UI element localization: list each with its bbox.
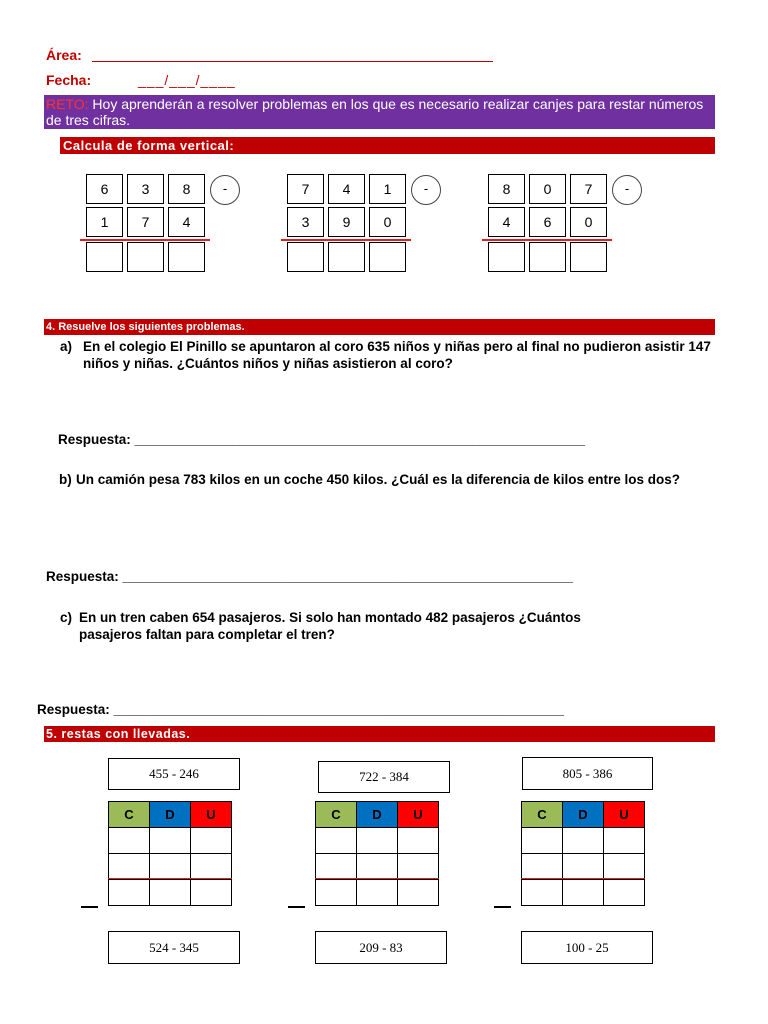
header-centenas: C: [316, 802, 357, 828]
digit-cell: 4: [488, 207, 525, 237]
cdu-table: [521, 801, 645, 906]
answer-cell[interactable]: [398, 854, 439, 880]
exercise-box: 209 - 83: [315, 931, 447, 964]
answer-cell[interactable]: [150, 880, 191, 906]
problem-a-label: a): [60, 339, 73, 354]
answer-cell[interactable]: [522, 880, 563, 906]
answer-cell[interactable]: [109, 880, 150, 906]
section-problems-title: 4. Resuelve los siguientes problemas.: [44, 319, 715, 335]
digit-cell: 7: [127, 207, 164, 237]
answer-cell[interactable]: [398, 880, 439, 906]
digit-cell: 7: [570, 174, 607, 204]
problem-a-text: En el colegio El Pinillo se apuntaron al coro 635 niños y niñas pero al final no pudieron asistir 147 niños y niñas. ¿Cuántos niños y niñas asistieron al coro?: [83, 339, 711, 371]
answer-cell[interactable]: [328, 242, 365, 272]
reto-text: Hoy aprenderán a resolver problemas en los que es necesario realizar canjes para restar números de tres cifras.: [46, 96, 704, 128]
digit-cell: 6: [529, 207, 566, 237]
answer-cell[interactable]: [109, 828, 150, 854]
answer-cell[interactable]: [109, 854, 150, 880]
minus-dash: [494, 906, 511, 908]
answer-cell[interactable]: [604, 828, 645, 854]
answer-cell[interactable]: [488, 242, 525, 272]
sum-line: [482, 239, 612, 241]
answer-cell[interactable]: [287, 242, 324, 272]
answer-cell[interactable]: [563, 880, 604, 906]
answer-cell[interactable]: [316, 828, 357, 854]
answer-cell[interactable]: [127, 242, 164, 272]
header-unidades: U: [398, 802, 439, 828]
digit-cell: 8: [488, 174, 525, 204]
answer-line-a[interactable]: Respuesta: ____________________________________________________________: [58, 432, 586, 447]
section-restas-title: 5. restas con llevadas.: [44, 726, 715, 742]
exercise-box: 805 - 386: [522, 757, 653, 790]
sum-line: [108, 878, 232, 879]
answer-cell[interactable]: [369, 242, 406, 272]
answer-cell[interactable]: [150, 828, 191, 854]
digit-cell: 0: [529, 174, 566, 204]
header-centenas: C: [109, 802, 150, 828]
answer-cell[interactable]: [522, 854, 563, 880]
header-centenas: C: [522, 802, 563, 828]
answer-cell[interactable]: [316, 854, 357, 880]
exercise-box: 100 - 25: [521, 931, 653, 964]
header-unidades: U: [191, 802, 232, 828]
digit-cell: 7: [287, 174, 324, 204]
area-line[interactable]: [92, 48, 493, 62]
answer-cell[interactable]: [168, 242, 205, 272]
header-unidades: U: [604, 802, 645, 828]
reto-box: [44, 95, 715, 129]
answer-cell[interactable]: [357, 828, 398, 854]
cdu-table: [108, 801, 232, 906]
header-decenas: D: [357, 802, 398, 828]
fecha-blanks[interactable]: ___/___/____: [138, 72, 236, 88]
sum-line: [80, 239, 210, 241]
digit-cell: 8: [168, 174, 205, 204]
answer-cell[interactable]: [570, 242, 607, 272]
fecha-label: Fecha:: [46, 72, 92, 88]
header-decenas: D: [563, 802, 604, 828]
section-vertical-title: Calcula de forma vertical:: [60, 137, 715, 154]
minus-sign: -: [612, 175, 642, 205]
header-decenas: D: [150, 802, 191, 828]
answer-cell[interactable]: [563, 828, 604, 854]
answer-cell[interactable]: [604, 854, 645, 880]
problem-b-label: b): [59, 472, 72, 487]
digit-cell: 0: [570, 207, 607, 237]
answer-cell[interactable]: [191, 854, 232, 880]
digit-cell: 4: [328, 174, 365, 204]
digit-cell: 1: [369, 174, 406, 204]
answer-cell[interactable]: [398, 828, 439, 854]
answer-cell[interactable]: [316, 880, 357, 906]
answer-cell[interactable]: [150, 854, 191, 880]
answer-cell[interactable]: [529, 242, 566, 272]
digit-cell: 0: [369, 207, 406, 237]
answer-cell[interactable]: [563, 854, 604, 880]
sum-line: [281, 239, 411, 241]
problem-c-label: c): [60, 610, 73, 625]
digit-cell: 6: [86, 174, 123, 204]
minus-dash: [288, 906, 305, 908]
exercise-box: 524 - 345: [108, 931, 240, 964]
answer-cell[interactable]: [357, 880, 398, 906]
digit-cell: 3: [287, 207, 324, 237]
digit-cell: 1: [86, 207, 123, 237]
answer-cell[interactable]: [522, 828, 563, 854]
sum-line: [315, 878, 439, 879]
problem-b-text: Un camión pesa 783 kilos en un coche 450 kilos. ¿Cuál es la diferencia de kilos entre los dos?: [76, 472, 680, 487]
problem-c-text: En un tren caben 654 pasajeros. Si solo han montado 482 pasajeros ¿Cuántos pasajeros faltan para completar el tren?: [79, 610, 581, 642]
answer-line-c[interactable]: Respuesta: ____________________________________________________________: [37, 702, 565, 717]
answer-line-b[interactable]: Respuesta: ____________________________________________________________: [46, 569, 574, 584]
minus-sign: -: [411, 175, 441, 205]
cdu-table: [315, 801, 439, 906]
answer-cell[interactable]: [357, 854, 398, 880]
answer-cell[interactable]: [191, 828, 232, 854]
minus-sign: -: [210, 175, 240, 205]
reto-label: RETO:: [46, 96, 89, 112]
area-label: Área:: [46, 47, 82, 63]
digit-cell: 9: [328, 207, 365, 237]
exercise-box: 455 - 246: [108, 758, 240, 790]
minus-dash: [81, 906, 98, 908]
answer-cell[interactable]: [86, 242, 123, 272]
answer-cell[interactable]: [604, 880, 645, 906]
exercise-box: 722 - 384: [318, 761, 450, 793]
digit-cell: 4: [168, 207, 205, 237]
digit-cell: 3: [127, 174, 164, 204]
answer-cell[interactable]: [191, 880, 232, 906]
sum-line: [521, 878, 645, 879]
